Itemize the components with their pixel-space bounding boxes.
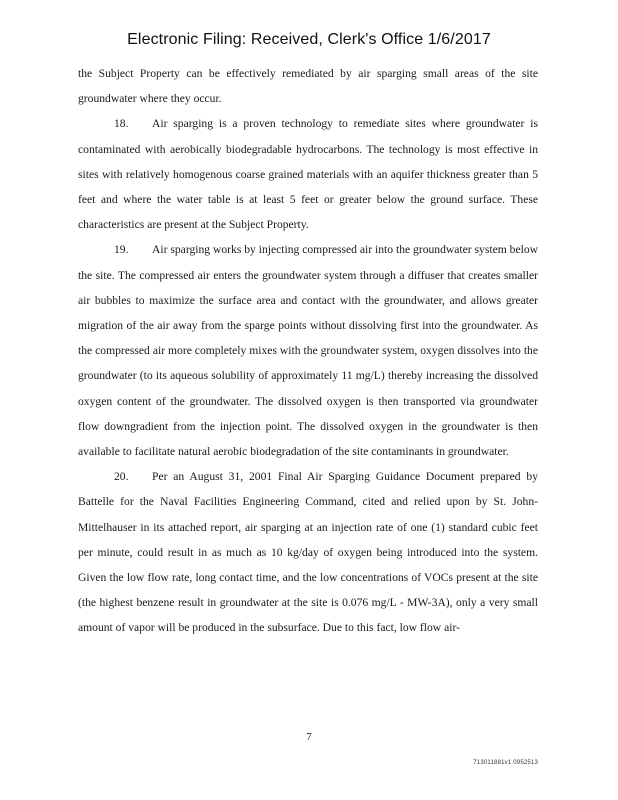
document-body (78, 61, 538, 641)
paragraph-20 (78, 464, 538, 640)
paragraph-text: Air sparging is a proven technology to remediate sites where groundwater is contaminated with aerobically biodegradable hydrocarbons. The technology is most effective in sites with relatively homogenous coarse grained materials with an aquifer thickness greater than 5 feet and where the water table is at least 5 feet or greater below the ground surface. These characteristics are present at the Subject Property. (78, 117, 538, 232)
paragraph-continuation (78, 61, 538, 111)
paragraph-text: Per an August 31, 2001 Final Air Sparging Guidance Document prepared by Battelle for the Naval Facilities Engineering Command, cited and relied upon by St. John-Mittelhauser in its attached report, air sparging at an injection rate of one (1) standard cubic feet per minute, could result in as much as 10 kg/day of oxygen being introduced into the system. Given the low flow rate, long contact time, and the low concentrations of VOCs present at the site (the highest benzene result in groundwater at the site is 0.076 mg/L - MW-3A), only a very small amount of vapor will be produced in the subsurface. Due to this fact, low flow air- (78, 470, 538, 635)
paragraph-text: Air sparging works by injecting compressed air into the groundwater system below the site. The compressed air enters the groundwater system through a diffuser that creates smaller air bubbles to maximize the surface area and contact with the groundwater, and allows greater migration of the air away from the sparge points without dissolving first into the groundwater. As the compressed air more completely mixes with the groundwater system, oxygen dissolves into the groundwater (to its aqueous solubility of approximately 11 mg/L) thereby increasing the dissolved oxygen content of the groundwater. The dissolved oxygen is then transported via groundwater flow downgradient from the injection point. The dissolved oxygen in the groundwater is then available to facilitate natural aerobic biodegradation of the site contaminants in groundwater. (78, 243, 538, 459)
paragraph-number: 18. (114, 117, 129, 131)
page-number: 7 (306, 731, 312, 743)
paragraph-text: the Subject Property can be effectively remediated by air sparging small areas of the site groundwater where they occur. (78, 67, 538, 106)
filing-stamp-header: Electronic Filing: Received, Clerk's Office 1/6/2017 (127, 31, 491, 48)
paragraph-number: 20. (114, 470, 129, 484)
paragraph-number: 19. (114, 243, 129, 257)
document-id: 713011881v1 0952513 (473, 760, 538, 766)
paragraph-19 (78, 237, 538, 464)
paragraph-18 (78, 111, 538, 237)
